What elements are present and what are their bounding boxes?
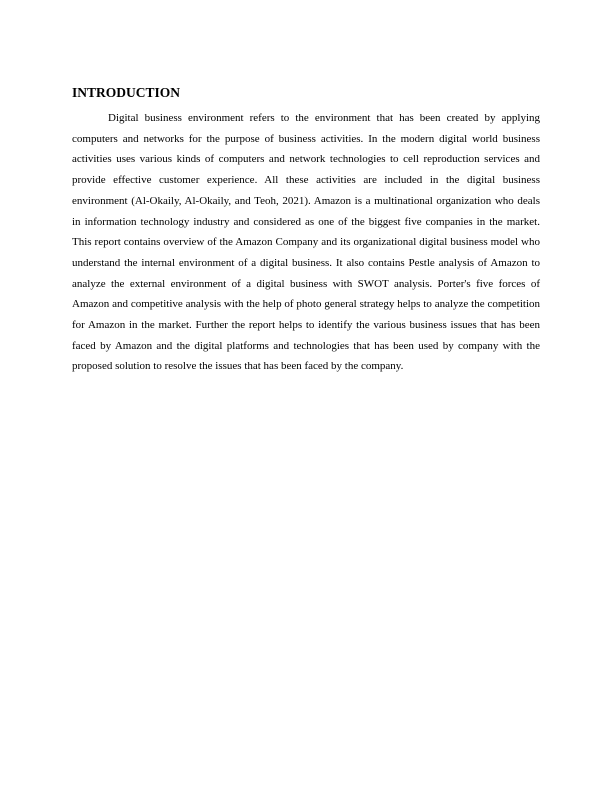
document-body <box>72 84 540 377</box>
introduction-paragraph: Digital business environment refers to the environment that has been created by applying computers and networks for the purpose of business activities. In the modern digital world business activities uses various kinds of computers and network technologies to cell reproduction services and provide effective customer experience. All these activities are included in the digital business environment (Al-Okaily, Al-Okaily, and Teoh, 2021). Amazon is a multinational organization who deals in information technology industry and considered as one of the biggest five companies in the market. This report contains overview of the Amazon Company and its organizational digital business model who understand the internal environment of a digital business. It also contains Pestle analysis of Amazon to analyze the external environment of a digital business with SWOT analysis. Porter's five forces of Amazon and competitive analysis with the help of photo general strategy helps to analyze the competition for Amazon in the market. Further the report helps to identify the various business issues that has been faced by Amazon and the digital platforms and technologies that has been used by company with the proposed solution to resolve the issues that has been faced by the company. <box>72 112 540 373</box>
section-heading: INTRODUCTION <box>72 85 181 100</box>
